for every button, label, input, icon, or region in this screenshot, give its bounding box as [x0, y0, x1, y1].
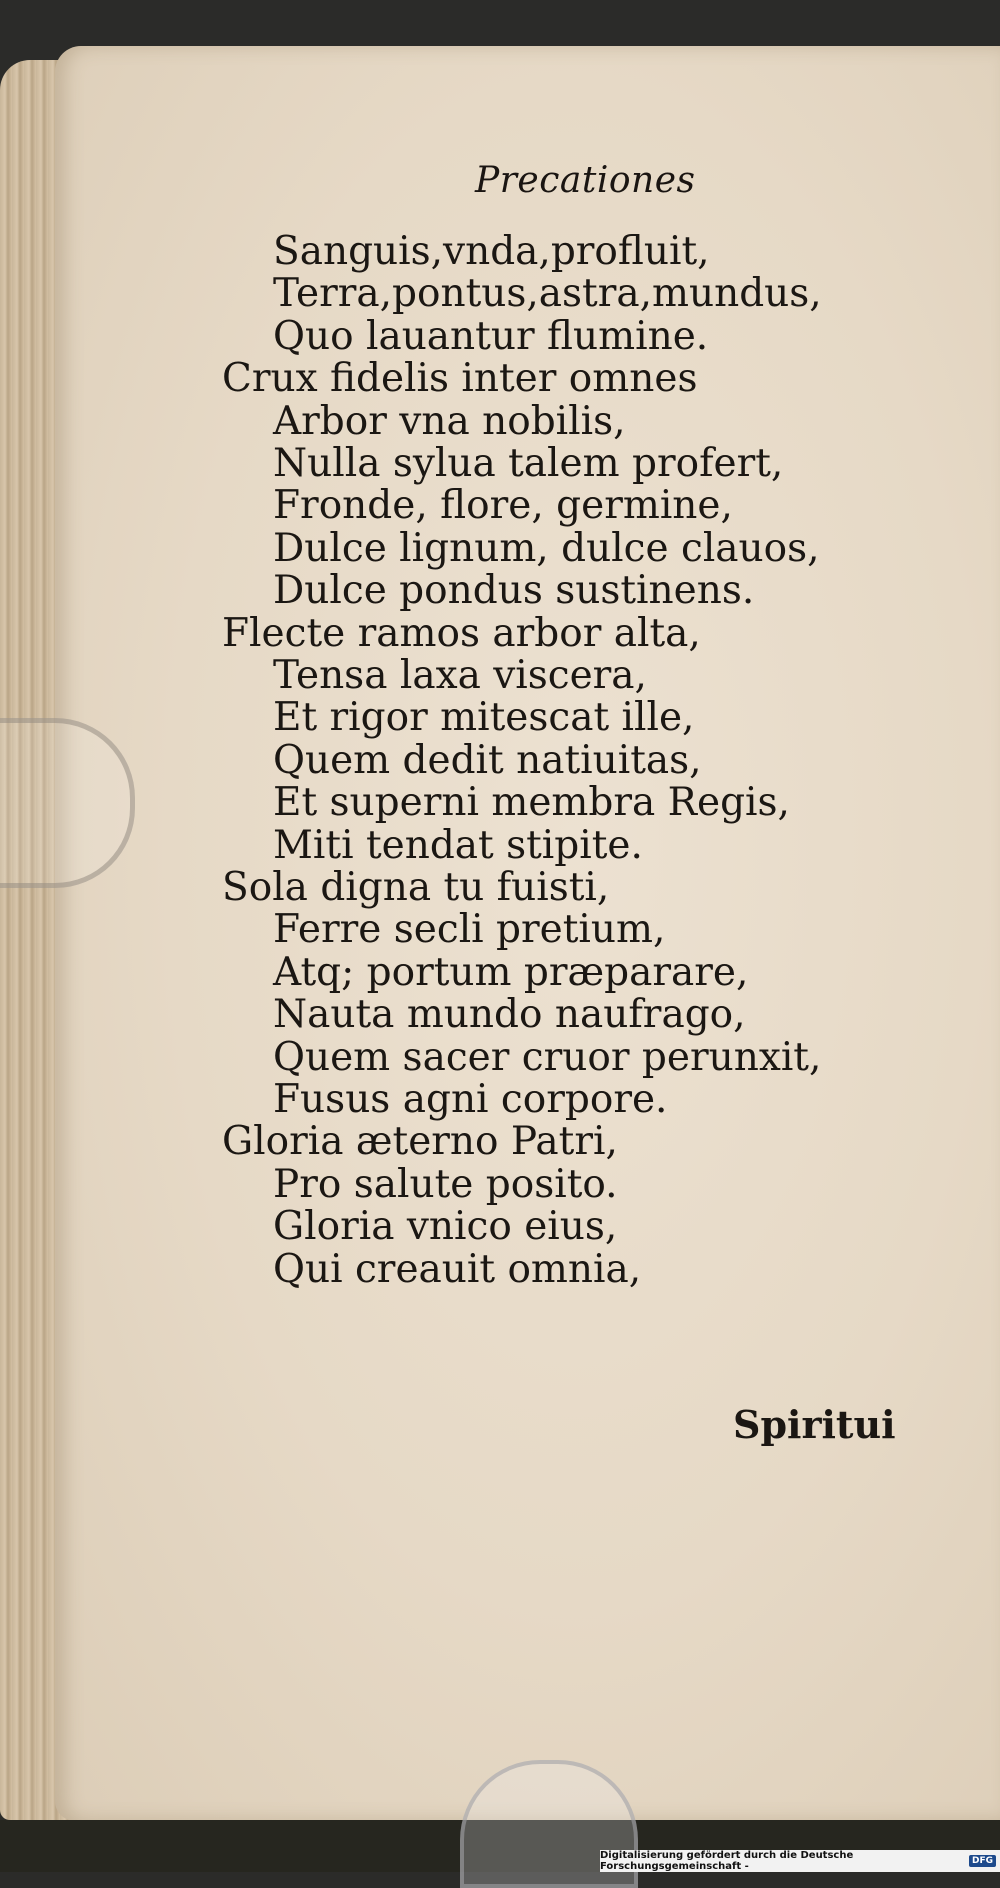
text-line: Nulla sylua talem profert, — [273, 441, 784, 486]
text-line: Dulce lignum, dulce clauos, — [273, 525, 820, 571]
text-line: Qui creauit omnia, — [273, 1246, 642, 1292]
text-line: Flecte ramos arbor alta, — [222, 610, 701, 656]
text-line: Pro salute posito. — [273, 1161, 618, 1207]
text-line: Gloria æterno Patri, — [222, 1119, 618, 1165]
text-line: Crux fidelis inter omnes — [222, 356, 698, 402]
footer-bar — [600, 1850, 1000, 1872]
footer-credit: Digitalisierung gefördert durch die Deutsche Forschungsgemeinschaft - — [600, 1850, 854, 1872]
text-line: Arbor vna nobilis, — [273, 398, 626, 444]
text-line: Quo lauantur flumine. — [273, 313, 709, 359]
text-line: Dulce pondus sustinens. — [273, 568, 755, 614]
running-head: Precationes — [475, 160, 696, 201]
text-line: Sola digna tu fuisti, — [222, 865, 610, 910]
text-line: Gloria vnico eius, — [273, 1204, 618, 1250]
text-line: Miti tendat stipite. — [273, 822, 643, 868]
catchword: Spiritui — [733, 1402, 896, 1447]
text-line: Et rigor mitescat ille, — [273, 695, 695, 741]
text-line: Et superni membra Regis, — [273, 780, 790, 826]
text-line: Nauta mundo naufrago, — [273, 992, 746, 1038]
text-line: Quem dedit natiuitas, — [273, 737, 702, 783]
text-line: Quem sacer cruor perunxit, — [273, 1034, 822, 1080]
text-line: Fronde, flore, germine, — [273, 483, 733, 529]
text-line: Terra,pontus,astra,mundus, — [273, 271, 822, 317]
text-line: Ferre secli pretium, — [273, 907, 666, 953]
text-line: Sanguis,vnda,profluit, — [273, 229, 710, 274]
text-line: Tensa laxa viscera, — [273, 653, 647, 698]
text-line: Atq; portum præparare, — [273, 949, 749, 995]
text-line: Fusus agni corpore. — [273, 1077, 668, 1122]
dfg-logo: DFG — [969, 1855, 996, 1867]
